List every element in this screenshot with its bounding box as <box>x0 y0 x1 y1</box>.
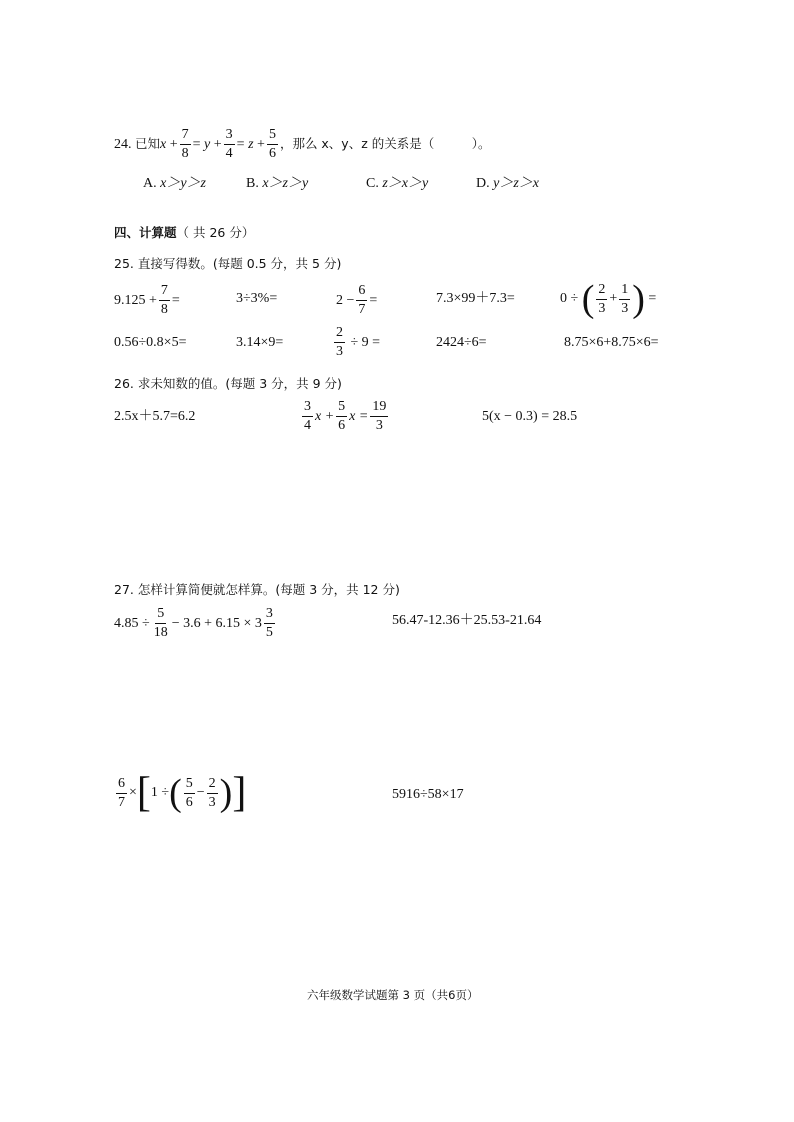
fraction: $\frac{5}{6}$ <box>268 127 276 161</box>
section-heading: 四、计算题（ 共 26 分） <box>114 225 255 240</box>
q27-item-3: $\frac{6}{7}$ × [ 1 ÷ ( $\frac{5}{6}$ − $\frac{2}{3}$ ) ] <box>118 770 247 816</box>
q25-item-5: 0 ÷ ( $\frac{2}{3}$ + $\frac{1}{3}$ ) = <box>560 278 657 320</box>
q25-item-2: 3÷3%= <box>236 291 278 306</box>
q24-stem <box>114 128 491 161</box>
q25-item-4: 7.3×99＋7.3= <box>436 291 515 306</box>
q25-item-9: 2424÷6= <box>436 335 487 350</box>
plus-sign: + <box>257 136 265 152</box>
q25-item-10: 8.75×6+8.75×6= <box>564 335 659 350</box>
q24-option-b: B. x＞z＞y <box>246 176 309 191</box>
q24-lead: 已知 <box>135 136 161 152</box>
fraction: $\frac{7}{8}$ <box>181 127 189 161</box>
q26-equation-3: 5(x − 0.3) = 28.5 <box>482 409 578 424</box>
equals-sign: = <box>236 136 245 152</box>
q25-item-8: $\frac{2}{3}$ ÷ 9 = <box>336 325 381 359</box>
q24-option-c: C. z＞x＞y <box>366 176 429 191</box>
q26-equation-1: 2.5x＋5.7=6.2 <box>114 409 196 424</box>
plus-sign: + <box>213 136 222 152</box>
q25-item-7: 3.14×9= <box>236 335 284 350</box>
q25-item-1: 9.125 + $\frac{7}{8}$ = <box>114 283 180 317</box>
q24-option-d: D. y＞z＞x <box>476 176 540 191</box>
q24-number: 24. <box>114 136 132 152</box>
q25-item-6: 0.56÷0.8×5= <box>114 335 187 350</box>
var-y: y <box>204 136 211 152</box>
q24-tail: ，那么 x、y、z 的关系是（ ）。 <box>279 136 491 152</box>
q27-title: 27. 怎样计算简便就怎样算。(每题 3 分，共 12 分) <box>114 582 400 597</box>
q25-title: 25. 直接写得数。(每题 0.5 分，共 5 分) <box>114 256 342 271</box>
q26-title: 26. 求未知数的值。(每题 3 分，共 9 分) <box>114 376 342 391</box>
q25-item-3: 2 − $\frac{6}{7}$ = <box>336 283 378 317</box>
plus-sign: + <box>169 136 178 152</box>
fraction: $\frac{3}{4}$ <box>225 127 233 161</box>
page-footer: 六年级数学试题第 3 页（共6页） <box>307 988 479 1002</box>
q24-option-a: A. x＞y＞z <box>143 176 207 191</box>
q27-item-1: 4.85 ÷ $\frac{5}{18}$ − 3.6 + 6.15 × 3 $\frac{3}{5}$ <box>114 606 273 640</box>
q27-item-2: 56.47-12.36＋25.53-21.64 <box>392 613 542 628</box>
var-x: x <box>160 136 167 152</box>
equals-sign: = <box>192 136 201 152</box>
q27-item-4: 5916÷58×17 <box>392 787 464 802</box>
var-z: z <box>248 136 254 152</box>
q26-equation-2: $\frac{3}{4}$ x + $\frac{5}{6}$ x = $\frac{19}{3}$ <box>304 399 387 433</box>
